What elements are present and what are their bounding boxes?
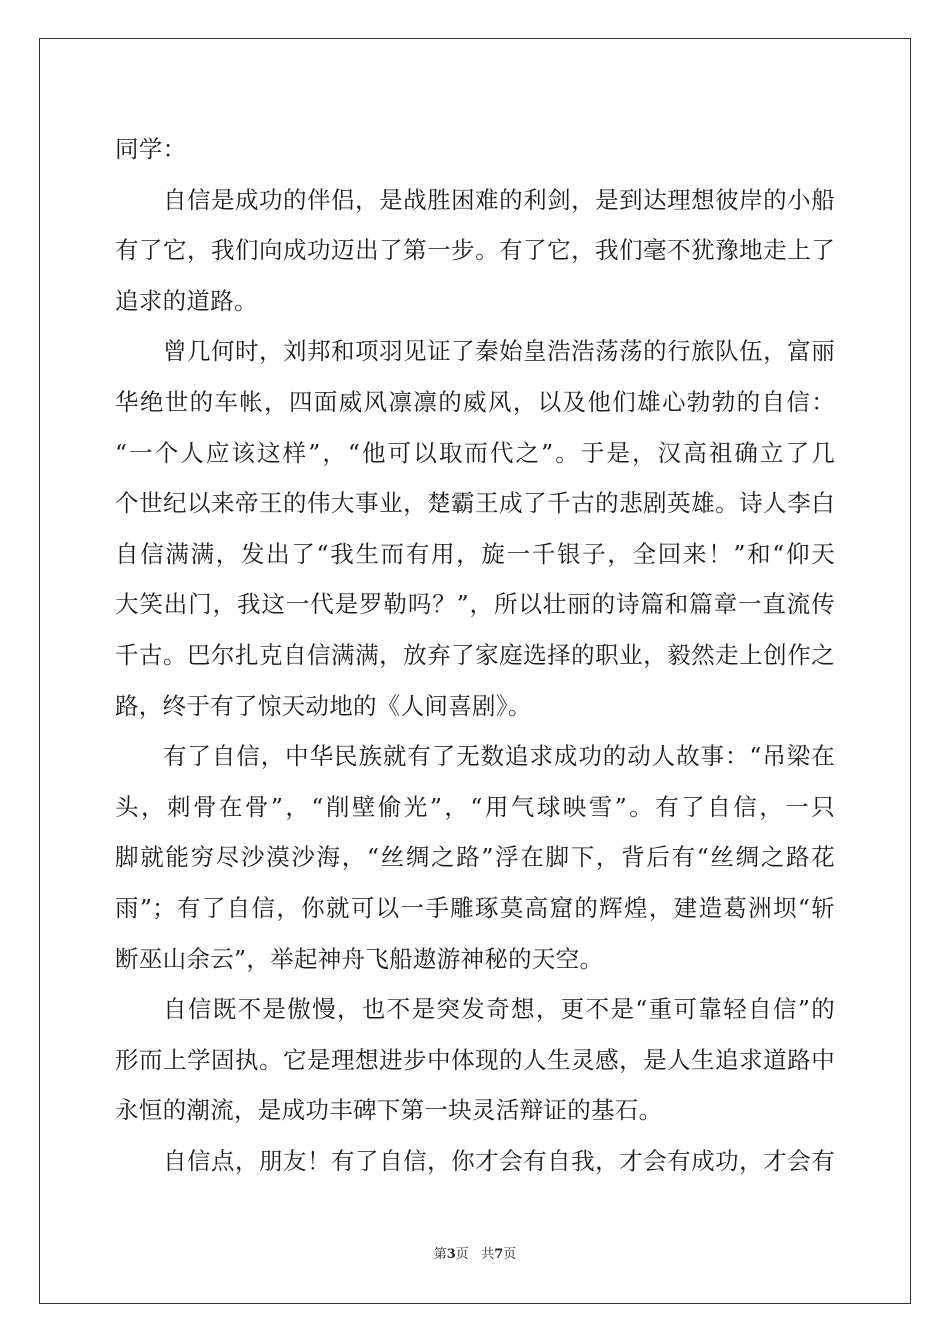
footer-total-prefix: 共 — [481, 1247, 495, 1262]
text-line: “一个人应该这样”，“他可以取而代之”。于是，汉高祖确立了几 — [115, 438, 835, 467]
text-line: 路，终于有了惊天动地的《人间喜剧》。 — [115, 691, 532, 720]
text-line: 自信点，朋友！有了自信，你才会有自我，才会有成功，才会有 — [163, 1146, 835, 1175]
text-line: 华绝世的车帐，四面威风凛凛的威风，以及他们雄心勃勃的自信： — [115, 387, 835, 416]
footer-total-pages: 7 — [494, 1247, 504, 1262]
footer-page-number: 3 — [446, 1247, 456, 1262]
text-line: 头，刺骨在骨”，“削壁偷光”，“用气球映雪”。有了自信，一只 — [115, 792, 835, 821]
text-line: 千古。巴尔扎克自信满满，放弃了家庭选择的职业，毅然走上创作之 — [115, 640, 835, 669]
text-line: 自信既不是傲慢，也不是突发奇想，更不是“重可靠轻自信”的 — [163, 995, 835, 1024]
text-line: 个世纪以来帝王的伟大事业，楚霸王成了千古的悲剧英雄。诗人李白 — [115, 489, 835, 518]
text-line: 断巫山余云”，举起神舟飞船遨游神秘的天空。 — [115, 944, 604, 973]
document-body — [115, 124, 835, 1186]
text-line: 追求的道路。 — [115, 286, 258, 315]
text-line: 曾几何时，刘邦和项羽见证了秦始皇浩浩荡荡的行旅队伍，富丽 — [163, 337, 835, 366]
text-line: 雨”；有了自信，你就可以一手雕琢莫高窟的辉煌，建造葛洲坝“斩 — [115, 893, 835, 922]
text-line: 同学： — [115, 135, 187, 163]
footer-page-prefix: 第 — [433, 1247, 447, 1262]
text-line: 自信满满，发出了“我生而有用，旋一千银子，全回来！”和“仰天 — [115, 539, 835, 568]
page-footer — [0, 1246, 950, 1264]
footer-page-suffix: 页 — [455, 1247, 469, 1262]
text-line: 形而上学固执。它是理想进步中体现的人生灵感，是人生追求道路中 — [115, 1045, 835, 1074]
footer-total-suffix: 页 — [503, 1247, 517, 1262]
text-line: 脚就能穷尽沙漠沙海，“丝绸之路”浮在脚下，背后有“丝绸之路花 — [115, 843, 835, 872]
text-line: 有了它，我们向成功迈出了第一步。有了它，我们毫不犹豫地走上了 — [115, 236, 835, 265]
text-line: 大笑出门，我这一代是罗勒吗？”，所以壮丽的诗篇和篇章一直流传 — [115, 590, 835, 619]
text-line: 有了自信，中华民族就有了无数追求成功的动人故事：“吊梁在 — [163, 742, 835, 771]
text-line: 永恒的潮流，是成功丰碑下第一块灵活辩证的基石。 — [115, 1096, 663, 1125]
text-line: 自信是成功的伴侣，是战胜困难的利剑，是到达理想彼岸的小船 — [163, 185, 835, 214]
